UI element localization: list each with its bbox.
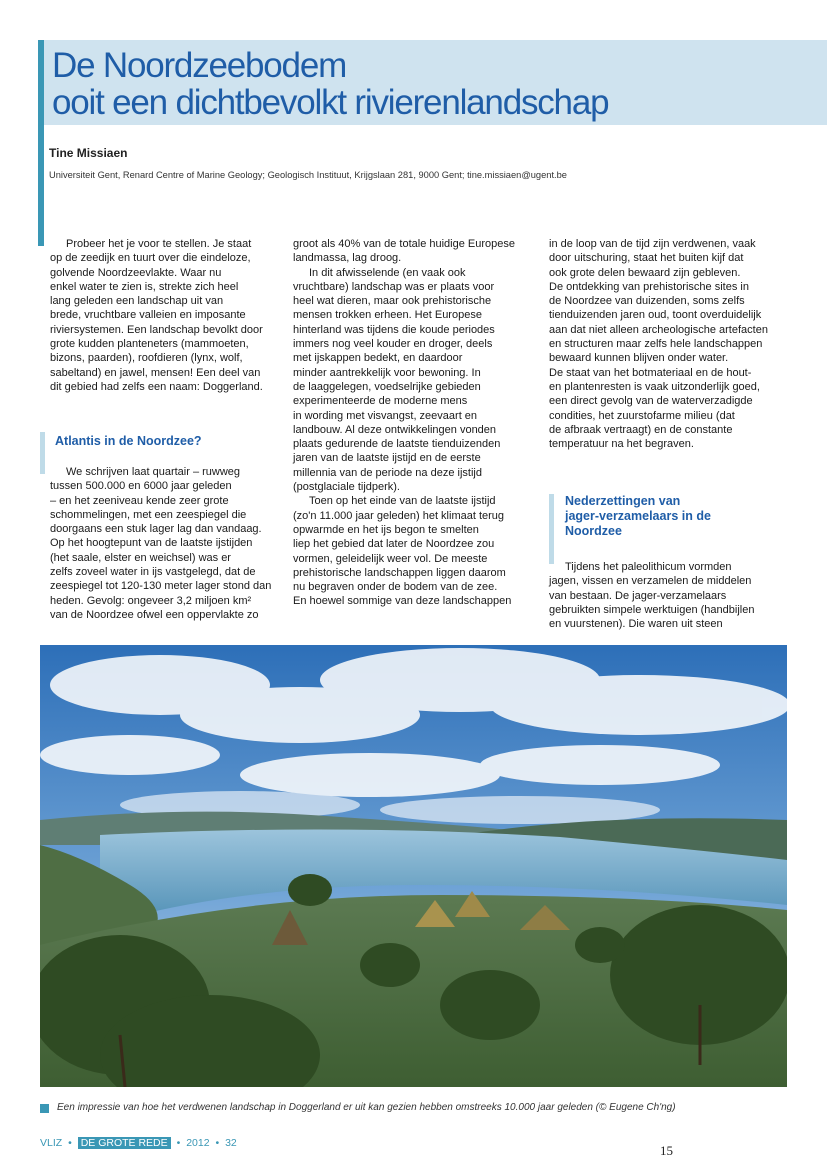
text-line: En hoewel sommige van deze landschappen (293, 595, 512, 608)
column-3 (549, 237, 789, 451)
text-line: Tijdens het paleolithicum vormden (565, 561, 732, 573)
text-line: dit gebied had zelfs een naam: Doggerland. (50, 380, 263, 393)
subheading-atlantis: Atlantis in de Noordzee? (55, 434, 202, 448)
text-line: vormen, geleidelijk weer vol. De meeste (293, 552, 488, 565)
text-line: minder aantrekkelijk voor bewoning. In (293, 366, 481, 379)
author-name: Tine Missiaen (49, 146, 128, 160)
text-line: een direct gevolg van de waterverzadigde (549, 395, 753, 408)
article-title (52, 47, 812, 121)
text-line: ook grote delen bewaard zijn gebleven. (549, 266, 741, 279)
text-line: aan dat niet alleen archeologische artefacten (549, 323, 768, 336)
text-line: In dit afwisselende (en vaak ook (309, 266, 466, 279)
text-line: van bestaan. De jager-verzamelaars (549, 589, 727, 602)
text-line: De ontdekking van prehistorische sites in (549, 280, 749, 293)
text-line: lang geleden een landschap uit van (50, 295, 224, 308)
footer-separator: • (68, 1137, 72, 1149)
text-line: (postglaciale tijdperk). (293, 481, 400, 494)
footer (40, 1137, 237, 1149)
text-line: vruchtbare) landschap was er plaats voor (293, 280, 495, 293)
text-line: gebruikten simpele werktuigen (handbijlen (549, 603, 755, 616)
text-line: sabeltand) en jawel, mensen! Een deel van (50, 366, 261, 379)
text-line: bewaard kunnen blijven onder water. (549, 352, 729, 365)
text-line: met ijskappen bedekt, en daardoor (293, 352, 463, 365)
text-line: prehistorische landschappen liggen daarom (293, 566, 506, 579)
text-line: mensen trokken erheen. Het Europese (293, 309, 482, 322)
caption-marker (40, 1104, 49, 1113)
subheading-bar (40, 432, 45, 474)
subheading-line: Noordzee (565, 524, 622, 538)
text-line: hinterland was tijdens die koude periodes (293, 323, 495, 336)
title-line-2: ooit een dichtbevolkt rivierenlandschap (52, 83, 609, 122)
text-line: golvende Noordzeevlakte. Waar nu (50, 266, 222, 279)
author-affiliation: Universiteit Gent, Renard Centre of Marine Geology; Geologisch Instituut, Krijgslaan 281, 9000 Gent; tine.missiaen@ugent.be (49, 170, 567, 180)
text-line: De staat van het botmateriaal en de hout- (549, 366, 752, 379)
footer-separator: • (176, 1137, 181, 1149)
accent-bar (38, 40, 44, 246)
footer-year: 2012 (186, 1137, 210, 1149)
text-line: liep het gebied dat later de Noordzee zou (293, 538, 495, 551)
subheading-bar (549, 494, 554, 564)
text-line: Toen op het einde van de laatste ijstijd (309, 495, 496, 508)
footer-separator: • (215, 1137, 220, 1149)
text-line: bizons, paarden), roofdieren (lynx, wolf, (50, 352, 243, 365)
landscape-image (40, 645, 787, 1087)
text-line: (zo'n 11.000 jaar geleden) het klimaat terug (293, 509, 505, 522)
doggerland-illustration (40, 645, 787, 1087)
text-line: nu begraven onder de bodem van de zee. (293, 581, 498, 594)
text-line: van de Noordzee ofwel een oppervlakte zo (50, 608, 259, 621)
text-line: We schrijven laat quartair – ruwweg (66, 466, 241, 478)
text-line: landmassa, lag droog. (293, 252, 402, 265)
text-line: heel wat dieren, maar ook prehistorische (293, 295, 492, 308)
text-line: enkel water te zien is, strekte zich heel (50, 280, 239, 293)
text-line: op de zeedijk en tuurt over die eindeloze, (50, 252, 251, 265)
text-line: heden. Gevolg: ongeveer 3,2 miljoen km² (50, 594, 252, 607)
text-line: condities, het zuurstofarme milieu (dat (549, 409, 735, 422)
footer-brand: DE GROTE REDE (78, 1137, 171, 1149)
text-line: in wording met visvangst, zeevaart en (293, 409, 478, 422)
text-line: jagen, vissen en verzamelen de middelen (549, 575, 752, 588)
text-line: experimenteerde de moderne mens (293, 395, 468, 408)
text-line: groot als 40% van de totale huidige Europese (293, 238, 515, 250)
text-line: schommelingen, met een zeespiegel die (50, 508, 247, 521)
subheading-settlements (565, 494, 780, 539)
text-line: Probeer het je voor te stellen. Je staat (66, 238, 252, 250)
text-line: door uitschuring, staat het buiten kijf dat (549, 252, 744, 265)
text-line: tienduizenden jaren oud, toont overduidelijk (549, 309, 762, 322)
text-line: temperatuur na het begraven. (549, 438, 694, 451)
column-2 (293, 237, 533, 609)
text-line: de Noordzee van duizenden, soms zelfs (549, 295, 745, 308)
subheading-line: jager-verzamelaars in de (565, 509, 711, 523)
text-line: plaats gedurende de laatste tienduizenden (293, 438, 501, 451)
text-line: en vuurstenen). Die waren uit steen (549, 618, 723, 631)
page-number: 15 (660, 1143, 673, 1158)
text-line: doorgaans een stuk lager lag dan vandaag. (50, 523, 262, 536)
footer-publication: VLIZ (40, 1137, 63, 1149)
text-line: grote kudden planteneters (mammoeten, (50, 338, 249, 351)
text-line: opwarmde en het ijs begon te smelten (293, 523, 479, 536)
text-line: immers nog veel kouder en droger, deels (293, 338, 493, 351)
text-line: in de loop van de tijd zijn verdwenen, vaak (549, 238, 756, 250)
text-line: landbouw. Al deze ontwikkelingen vonden (293, 423, 497, 436)
text-line: tussen 500.000 en 6000 jaar geleden (50, 480, 232, 493)
text-line: riviersystemen. Een landschap bevolkt door (50, 323, 263, 336)
figure-caption: Een impressie van hoe het verdwenen landschap in Doggerland er uit kan gezien hebben omstreeks 10.000 jaar geleden (© Eugene Ch'ng) (57, 1102, 676, 1113)
title-line-1: De Noordzeebodem (52, 46, 347, 85)
text-line: – en het zeeniveau kende zeer grote (50, 494, 229, 507)
text-line: en plantenresten is vaak uitzonderlijk goed, (549, 380, 760, 393)
text-line: Op het hoogtepunt van de laatste ijstijden (50, 537, 253, 550)
text-line: millennia van de periode na deze ijstijd (293, 466, 482, 479)
text-line: brede, vruchtbare valleien en imposante (50, 309, 246, 322)
text-line: de afbraak vertraagt) en de constante (549, 423, 733, 436)
text-line: en structuren maar zelfs hele landschappen (549, 338, 763, 351)
text-line: zelfs zoveel water in ijs vastgelegd, dat de (50, 566, 256, 579)
text-line: jaren van de laatste ijstijd en de eerste (293, 452, 481, 465)
column-3-body (549, 560, 789, 631)
column-1-intro (50, 237, 278, 394)
text-line: de laaggelegen, voedselrijke gebieden (293, 380, 481, 393)
text-line: (het saale, elster en weichsel) was er (50, 551, 231, 564)
text-line: zeespiegel tot 120-130 meter lager stond dan (50, 580, 272, 593)
column-1-body (50, 465, 278, 622)
subheading-line: Nederzettingen van (565, 494, 681, 508)
footer-issue: 32 (225, 1137, 237, 1149)
